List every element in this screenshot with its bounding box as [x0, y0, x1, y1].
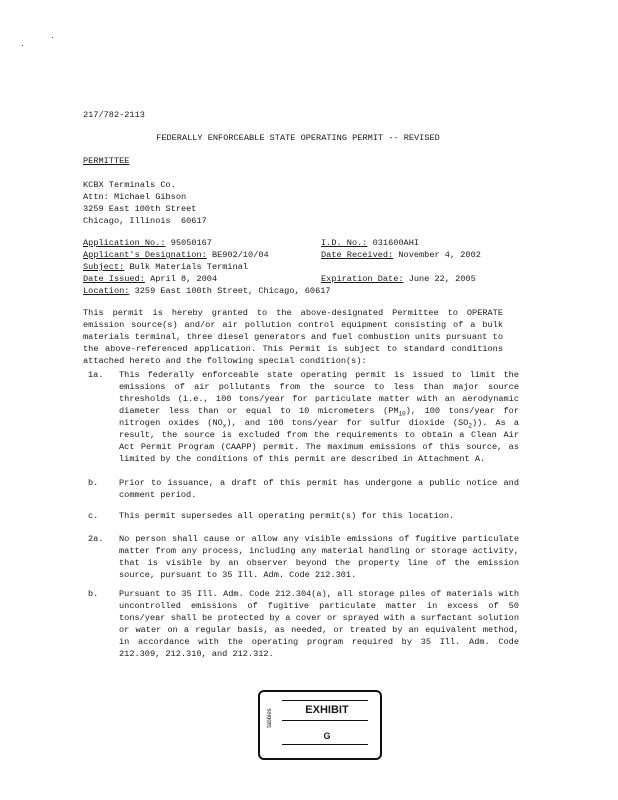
- condition-1a-text: [119, 369, 519, 465]
- scan-speck: [52, 37, 53, 38]
- subscript: x: [222, 422, 227, 430]
- date-received-row: [321, 249, 481, 261]
- expiration-date-label: Expiration Date:: [321, 274, 404, 284]
- id-no-row: [321, 237, 419, 249]
- subscript: 2: [468, 422, 472, 430]
- date-issued-row: [83, 273, 217, 285]
- exhibit-divider: [282, 744, 368, 745]
- application-no-row: [83, 237, 212, 249]
- exhibit-side-text: tabbies: [267, 708, 273, 728]
- address-line: Chicago, Illinois 60617: [83, 216, 207, 226]
- intro-paragraph: This permit is hereby granted to the above-designated Permittee to OPERATE emission source(s) and/or air pollution control equipment consisting of a bulk materials terminal, three diesel generators and fuel combustion units pursuant to the above-referenced application. This Permit is subject to standard conditions attached hereto and the following special condition(s):: [83, 308, 503, 366]
- date-received-label: Date Received:: [321, 250, 394, 260]
- exhibit-divider: [282, 700, 368, 701]
- condition-letter: b.: [88, 478, 99, 488]
- exhibit-title: EXHIBIT: [305, 704, 349, 716]
- applicant-designation-value: BE902/10/04: [211, 250, 269, 260]
- page-title: FEDERALLY ENFORCEABLE STATE OPERATING PERMIT -- REVISED: [156, 133, 440, 143]
- scan-speck: [22, 45, 23, 46]
- condition-letter: 2a.: [88, 534, 104, 544]
- condition-1a-part: )). As a result, the source is excluded from the requirements to obtain a Clean Air Act Permit Program (CAAPP) permit. The maximum emissions of this source, as limited by the conditions of this permit are described in Attachment A.: [119, 418, 519, 464]
- condition-1a-part: ), and 100 tons/year for sulfur dioxide (SO: [226, 418, 469, 428]
- condition-1c-text: This permit supersedes all operating permit(s) for this location.: [119, 511, 455, 521]
- location-row: [83, 285, 331, 297]
- subject-value: Bulk Materials Terminal: [129, 262, 249, 272]
- subject-row: [83, 261, 248, 273]
- permittee-heading: PERMITTEE: [83, 156, 130, 166]
- condition-letter: 1a.: [88, 370, 104, 380]
- exhibit-label: G: [323, 731, 331, 741]
- date-issued-value: April 8, 2004: [150, 274, 218, 284]
- id-no-label: I.D. No.:: [321, 238, 368, 248]
- exhibit-divider: [282, 720, 368, 721]
- condition-letter: b.: [88, 589, 99, 599]
- expiration-date-value: June 22, 2005: [408, 274, 476, 284]
- application-no-label: Application No.:: [83, 238, 166, 248]
- condition-letter: c.: [88, 511, 99, 521]
- expiration-date-row: [321, 273, 476, 285]
- date-issued-label: Date Issued:: [83, 274, 145, 284]
- address-line: 3259 East 100th Street: [83, 204, 197, 214]
- application-no-value: 95050167: [170, 238, 212, 248]
- applicant-designation-row: [83, 249, 269, 261]
- location-label: Location:: [83, 286, 130, 296]
- location-value: 3259 East 100th Street, Chicago, 60617: [134, 286, 331, 296]
- exhibit-sticker: [258, 690, 382, 760]
- condition-2a-text: No person shall cause or allow any visible emissions of fugitive particulate matter from any process, including any material handling or storage activity, that is visible by an observer beyond the property line of the emission source, pursuant to 35 Ill. Adm. Code 212.301.: [119, 534, 519, 580]
- condition-2b-text: Pursuant to 35 Ill. Adm. Code 212.304(a), all storage piles of materials with uncontrolled emissions of fugitive particulate matter in excess of 50 tons/year shall be protected by a cover or sprayed with a surfactant solution or water on a regular basis, as needed, or treated by an equivalent method, in accordance with the operating program required by 35 Ill. Adm. Code 212.309, 212.310, and 212.312.: [119, 589, 519, 659]
- subject-label: Subject:: [83, 262, 125, 272]
- phone-number: 217/782-2113: [83, 110, 145, 120]
- condition-1b-text: Prior to issuance, a draft of this permit has undergone a public notice and comment period.: [119, 478, 519, 500]
- applicant-designation-label: Applicant's Designation:: [83, 250, 207, 260]
- address-line: Attn: Michael Gibson: [83, 192, 187, 202]
- address-line: KCBX Terminals Co.: [83, 180, 176, 190]
- subscript: 10: [398, 410, 406, 418]
- condition-1a-part: ), 100 tons/year for nitrogen oxides (NO: [119, 406, 519, 428]
- date-received-value: November 4, 2002: [398, 250, 481, 260]
- id-no-value: 031600AHI: [372, 238, 420, 248]
- condition-1a-part: This federally enforceable state operating permit is issued to limit the emissions of air pollutants from the source to less than major source thresholds (i.e., 100 tons/year for particulate matter with an aerodynamic diameter less than or equal to 10 micrometers (PM: [119, 370, 519, 416]
